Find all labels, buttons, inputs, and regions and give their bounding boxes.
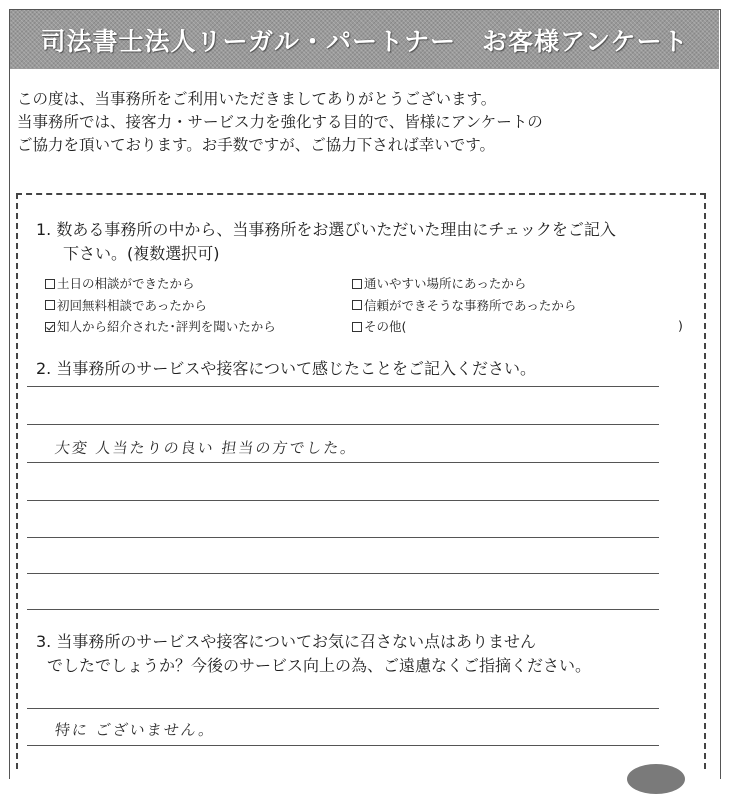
intro-text bbox=[17, 88, 697, 157]
question-2-text: 2. 当事務所のサービスや接客について感じたことをご記入ください。 bbox=[36, 359, 537, 378]
option-label: 知人から紹介された･評判を聞いたから bbox=[57, 319, 276, 334]
option-free-first-consult[interactable] bbox=[45, 295, 276, 317]
answer-line bbox=[27, 745, 659, 746]
answer-line bbox=[27, 386, 659, 387]
checkbox[interactable] bbox=[352, 322, 362, 332]
checkbox[interactable] bbox=[45, 300, 55, 310]
option-label: 土日の相談ができたから bbox=[57, 276, 195, 291]
checkbox-checked[interactable] bbox=[45, 322, 55, 332]
checkbox[interactable] bbox=[352, 279, 362, 289]
other-paren-close: ) bbox=[678, 318, 683, 333]
title-bar bbox=[10, 10, 719, 69]
checkbox[interactable] bbox=[45, 279, 55, 289]
option-label: 通いやすい場所にあったから bbox=[364, 276, 527, 291]
question-2 bbox=[36, 357, 536, 381]
page-title: 司法書士法人リーガル・パートナー お客様アンケート bbox=[40, 26, 689, 56]
page-corner-mark bbox=[627, 764, 685, 794]
answer-line bbox=[27, 708, 659, 709]
option-label: 初回無料相談であったから bbox=[57, 297, 207, 313]
q1-options-right bbox=[352, 273, 576, 338]
q2-handwritten-answer: 大変 人当たりの良い 担当の方でした。 bbox=[53, 439, 359, 457]
answer-line bbox=[27, 573, 659, 574]
answer-line bbox=[27, 609, 659, 610]
question-3-line1: 3. 当事務所のサービスや接客についてお気に召さない点はありません bbox=[36, 632, 537, 651]
intro-line: 当事務所では、接客力・サービス力を強化する目的で、皆様にアンケートの bbox=[17, 113, 543, 131]
q1-options-left bbox=[45, 273, 276, 338]
option-other[interactable] bbox=[352, 316, 576, 338]
option-label: その他( bbox=[364, 319, 407, 334]
question-1-line2: 下さい。(複数選択可) bbox=[63, 244, 220, 263]
option-referral[interactable] bbox=[45, 316, 276, 338]
question-1 bbox=[36, 218, 616, 266]
question-3-line2: でしたでしょうか？今後のサービス向上の為、ご遠慮なくご指摘ください。 bbox=[47, 656, 592, 675]
option-label: 信頼ができそうな事務所であったから bbox=[364, 297, 577, 313]
question-3 bbox=[36, 630, 591, 678]
q3-handwritten-answer: 特に ございません。 bbox=[53, 721, 217, 739]
checkbox[interactable] bbox=[352, 300, 362, 310]
answer-line bbox=[27, 500, 659, 501]
option-weekend-consult[interactable] bbox=[45, 273, 276, 295]
question-1-line1: 1. 数ある事務所の中から、当事務所をお選びいただいた理由にチェックをご記入 bbox=[36, 220, 616, 239]
intro-line: ご協力を頂いております。お手数ですが、ご協力下されば幸いです。 bbox=[17, 136, 496, 154]
answer-line bbox=[27, 424, 659, 425]
answer-line bbox=[27, 462, 659, 463]
intro-line: この度は、当事務所をご利用いただきましてありがとうございます。 bbox=[17, 90, 497, 108]
option-trustworthy-office[interactable] bbox=[352, 295, 576, 317]
option-convenient-location[interactable] bbox=[352, 273, 576, 295]
answer-line bbox=[27, 537, 659, 538]
